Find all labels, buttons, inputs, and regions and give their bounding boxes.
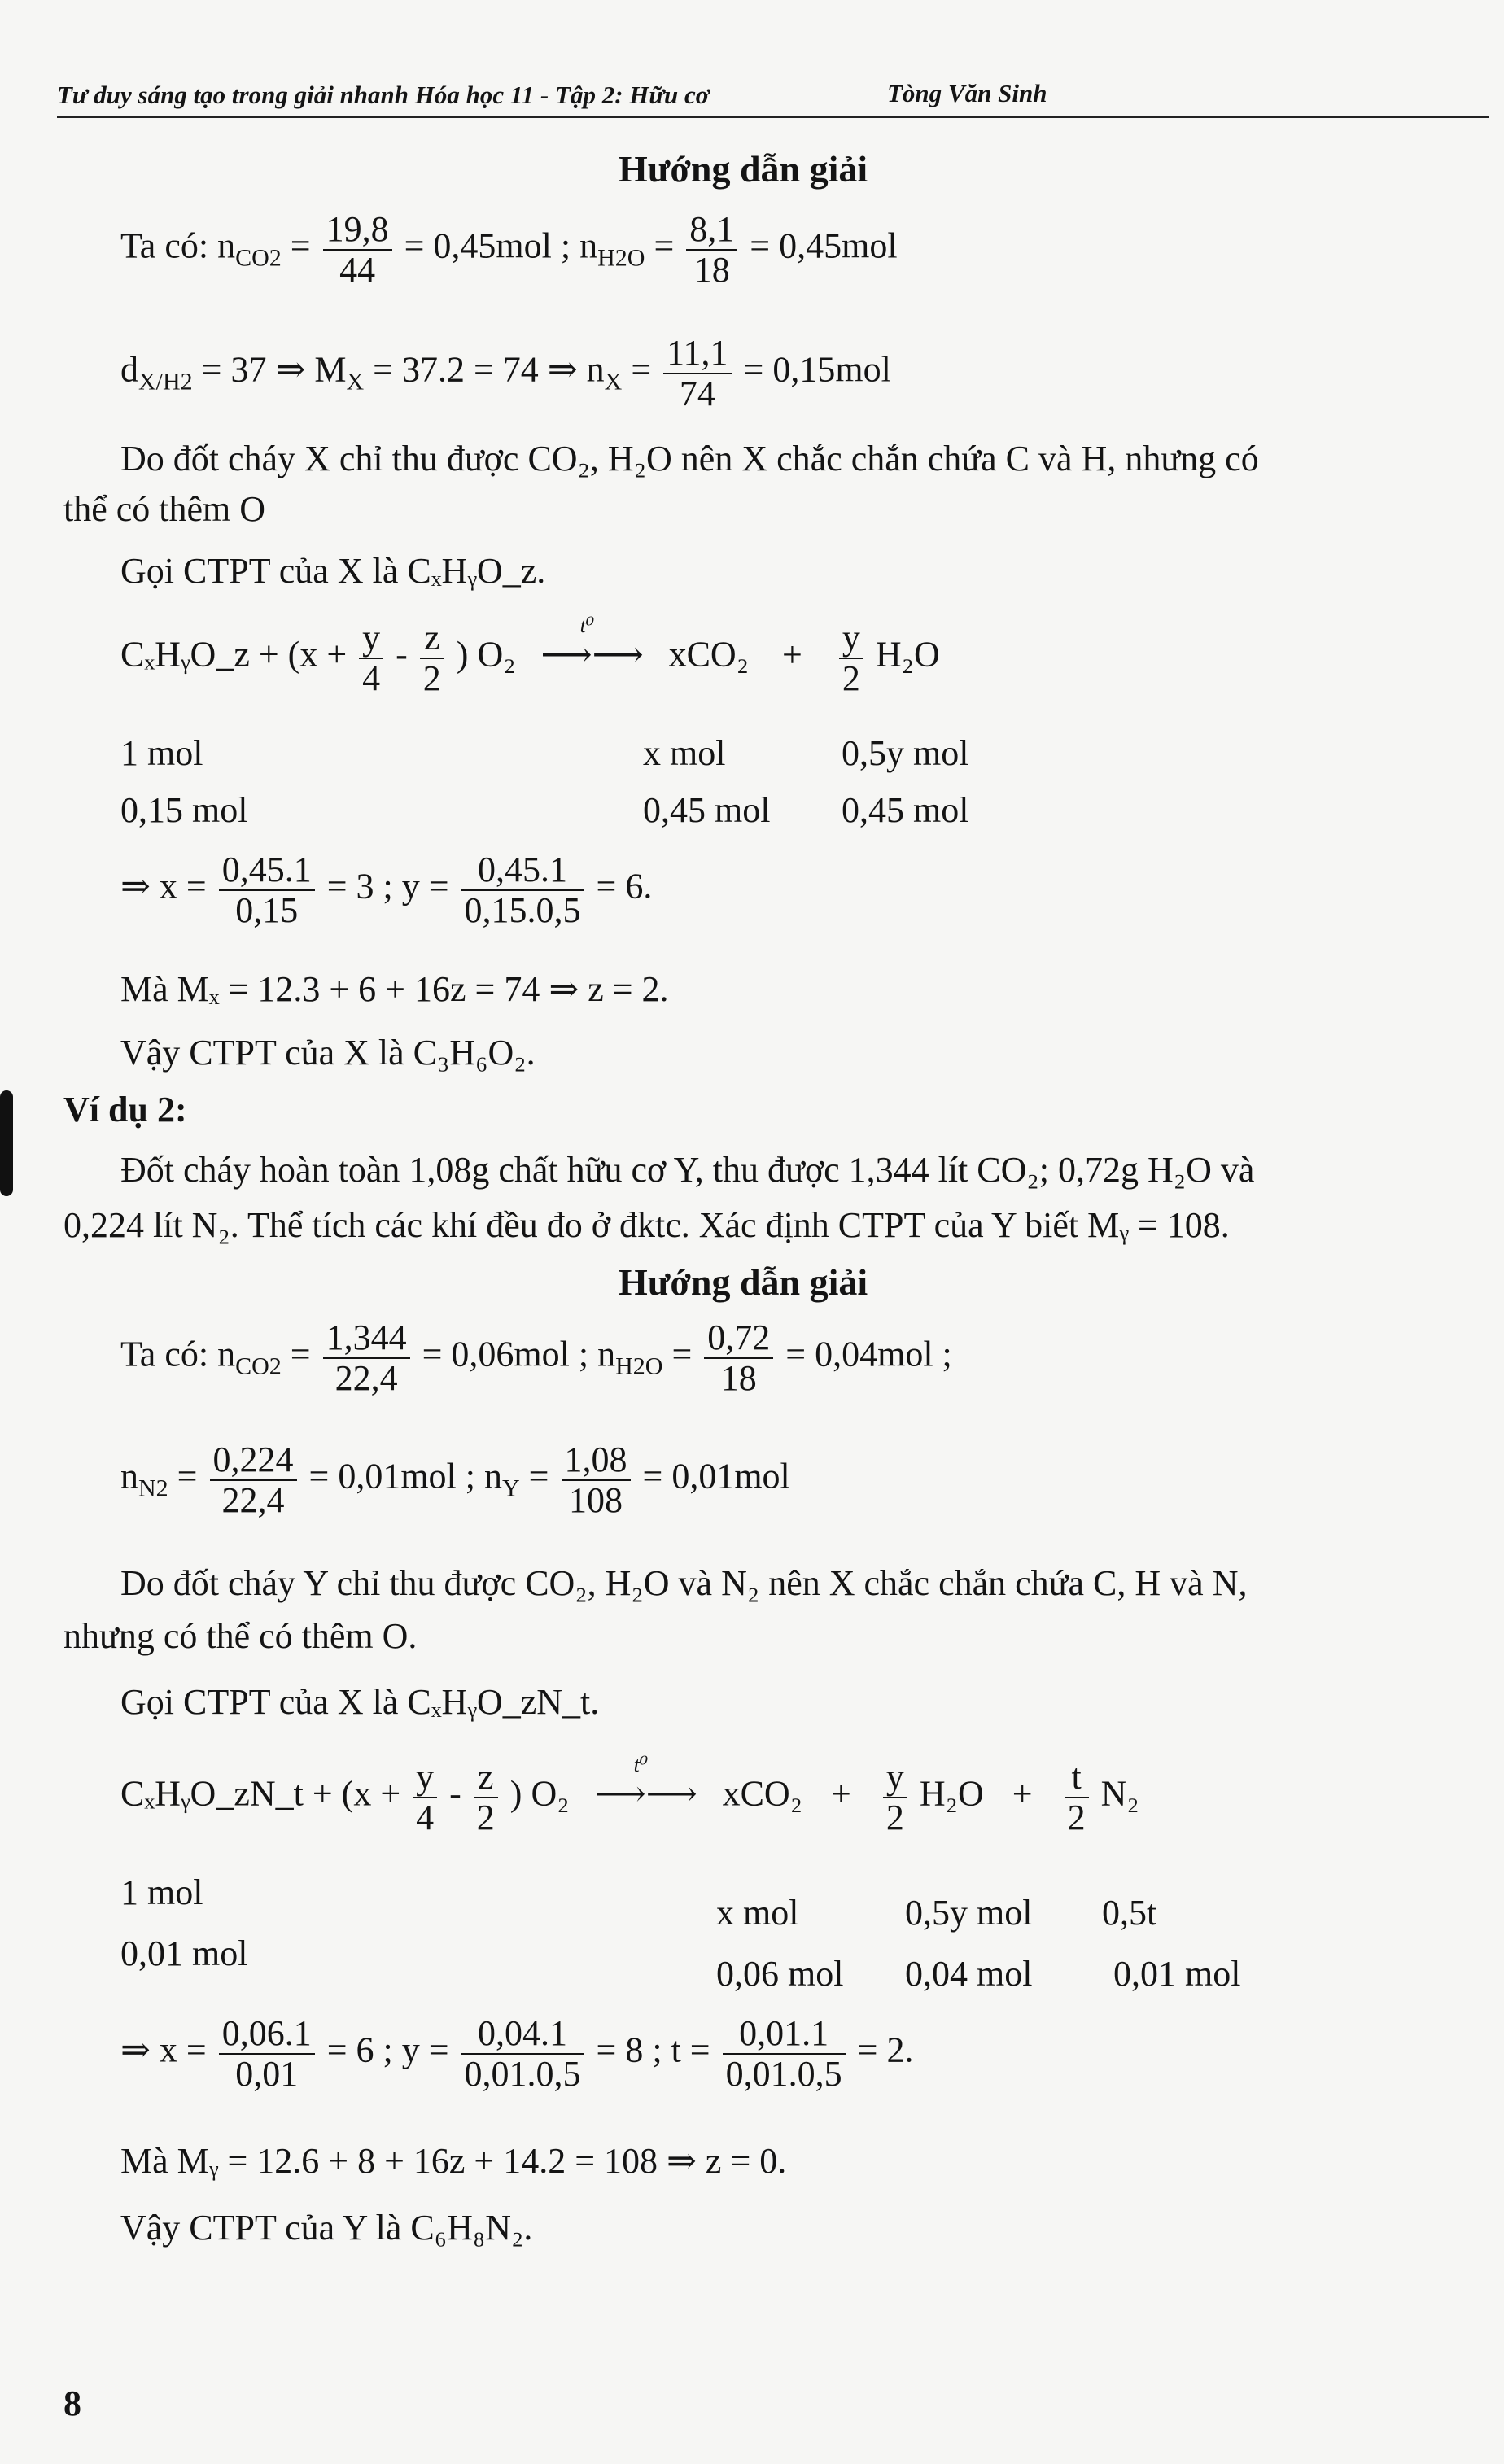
result: = 6. <box>596 866 653 907</box>
fraction <box>323 210 392 289</box>
numerator: 0,45.1 <box>219 850 315 891</box>
fraction <box>219 2014 315 2093</box>
temperature-label: t⁰ <box>579 613 595 637</box>
implies-x: ⇒ x = <box>120 866 207 907</box>
fraction <box>704 1318 773 1397</box>
numerator: y <box>413 1758 437 1798</box>
stoich-cell: 0,06 mol <box>716 1954 844 1994</box>
subscript: CO2 <box>235 244 282 272</box>
denominator: 0,01.0,5 <box>725 2053 842 2094</box>
moles-line <box>120 1318 952 1397</box>
denominator: 18 <box>720 1357 757 1398</box>
fraction <box>474 1758 498 1837</box>
molar-mass-equation: Mà Mᵧ = 12.6 + 8 + 16z + 14.2 = 108 ⇒ z = 0. <box>120 2141 787 2181</box>
numerator: 0,04.1 <box>461 2014 584 2055</box>
combustion-equation <box>120 613 940 698</box>
fraction <box>723 2014 846 2093</box>
denominator: 108 <box>569 1479 623 1520</box>
stoich-cell: 1 mol <box>120 733 203 773</box>
denominator: 4 <box>416 1797 435 1837</box>
header-rule <box>57 116 1489 118</box>
fraction <box>686 210 737 289</box>
fraction <box>839 618 863 697</box>
relation: = 6 ; y = <box>326 2029 449 2070</box>
stoich-cell: x mol <box>716 1893 799 1933</box>
denominator: 74 <box>679 373 715 413</box>
denominator: 2 <box>885 1797 904 1837</box>
n-symbol: n <box>579 225 598 266</box>
formula-statement: Gọi CTPT của X là CₓHᵧO_z. <box>120 551 546 591</box>
equals: = <box>528 1456 549 1496</box>
page-edge-mark <box>0 1090 13 1196</box>
minus: - <box>449 1773 461 1814</box>
example-label: Ví dụ 2: <box>63 1090 187 1129</box>
equals: = <box>671 1334 693 1374</box>
relation: = 8 ; t = <box>596 2029 710 2070</box>
moles-line <box>120 1440 790 1519</box>
n-symbol: n <box>217 225 236 266</box>
relation: = 37.2 = 74 ⇒ n <box>373 349 605 390</box>
fraction <box>663 334 731 413</box>
running-header-title: Tư duy sáng tạo trong giải nhanh Hóa học 11 - Tập 2: Hữu cơ <box>57 81 710 109</box>
subscript: Y <box>502 1474 520 1502</box>
result: = 0,01mol ; n <box>308 1456 502 1496</box>
oxygen: ) O₂ <box>456 634 516 675</box>
numerator: 0,224 <box>210 1440 297 1481</box>
denominator: 44 <box>339 249 376 290</box>
denominator: 18 <box>693 249 730 290</box>
numerator: 0,06.1 <box>219 2014 315 2055</box>
ta-co-label: Ta có: <box>120 1334 209 1374</box>
equals: = <box>290 1334 311 1374</box>
result: = 0,15mol <box>743 349 891 390</box>
product: H₂O <box>875 634 940 675</box>
stoich-cell: 0,01 mol <box>1113 1954 1241 1994</box>
numerator: z <box>474 1758 498 1798</box>
combustion-equation <box>120 1752 1139 1837</box>
denominator: 0,01.0,5 <box>464 2053 581 2094</box>
numerator: z <box>420 618 444 659</box>
formula-statement: Gọi CTPT của X là CₓHᵧO_zN_t. <box>120 1682 600 1722</box>
equals: = <box>654 225 675 266</box>
numerator: t <box>1065 1758 1089 1798</box>
oxygen: ) O₂ <box>509 1773 570 1814</box>
relation: = 3 ; y = <box>326 866 449 907</box>
subscript: N2 <box>138 1474 168 1502</box>
running-header-author: Tòng Văn Sinh <box>887 79 1047 107</box>
fraction <box>420 618 444 697</box>
xy-calculation <box>120 850 652 929</box>
reaction-arrow-icon: ⟶⟶ t⁰ <box>540 613 644 675</box>
fraction <box>461 850 584 929</box>
d-symbol: d <box>120 349 138 390</box>
product: N₂ <box>1100 1773 1139 1814</box>
paragraph-line: Do đốt cháy X chỉ thu được CO₂, H₂O nên X chắc chắn chứa C và H, nhưng có <box>120 439 1259 478</box>
fraction <box>210 1440 297 1519</box>
paragraph-line: thể có thêm O <box>63 489 266 529</box>
result: = 0,01mol <box>642 1456 790 1496</box>
product: H₂O <box>919 1773 984 1814</box>
fraction <box>883 1758 907 1837</box>
n-symbol: n <box>120 1456 138 1496</box>
conclusion: Vậy CTPT của X là C₃H₆O₂. <box>120 1033 536 1073</box>
denominator: 4 <box>362 658 381 698</box>
reaction-arrow-icon: ⟶⟶ t⁰ <box>594 1752 697 1814</box>
conclusion: Vậy CTPT của Y là C₆H₈N₂. <box>120 2208 533 2248</box>
reactant: CₓHᵧO_z + (x + <box>120 634 348 675</box>
relation: = 37 ⇒ M <box>201 349 347 390</box>
stoich-cell: 0,5t <box>1102 1893 1157 1933</box>
stoich-cell: 0,04 mol <box>905 1954 1033 1994</box>
denominator: 2 <box>476 1797 495 1837</box>
numerator: y <box>359 618 383 659</box>
denominator: 0,01 <box>235 2053 299 2094</box>
denominator: 2 <box>422 658 441 698</box>
product: xCO₂ <box>722 1773 803 1814</box>
stoich-cell: 0,5y mol <box>842 733 969 773</box>
denominator: 2 <box>842 658 860 698</box>
denominator: 2 <box>1067 1797 1086 1837</box>
numerator: 1,344 <box>323 1318 410 1359</box>
fraction <box>1065 1758 1089 1837</box>
ta-co-label: Ta có: <box>120 225 209 266</box>
denominator: 22,4 <box>221 1479 285 1520</box>
problem-line: 0,224 lít N₂. Thể tích các khí đều đo ở đktc. Xác định CTPT của Y biết Mᵧ = 108. <box>63 1205 1230 1245</box>
n-symbol: n <box>597 1334 616 1374</box>
minus: - <box>396 634 408 675</box>
implies-x: ⇒ x = <box>120 2029 207 2070</box>
numerator: 11,1 <box>663 334 731 374</box>
result: = 0,45mol <box>750 225 898 266</box>
subscript: X <box>346 368 365 395</box>
stoich-cell: 0,45 mol <box>842 790 969 830</box>
result: = 0,45mol ; <box>404 225 571 266</box>
molar-mass-line <box>120 334 891 413</box>
stoich-cell: 0,15 mol <box>120 790 248 830</box>
denominator: 0,15 <box>235 889 299 930</box>
equals: = <box>177 1456 198 1496</box>
stoich-cell: x mol <box>643 733 726 773</box>
plus: + <box>782 634 802 675</box>
moles-line <box>120 210 898 289</box>
stoich-cell: 1 mol <box>120 1872 203 1912</box>
result: = 2. <box>857 2029 914 2070</box>
fraction <box>461 2014 584 2093</box>
result: = 0,04mol ; <box>785 1334 952 1374</box>
stoich-cell: 0,01 mol <box>120 1933 248 1973</box>
n-symbol: n <box>217 1334 236 1374</box>
stoich-cell: 0,5y mol <box>905 1893 1033 1933</box>
equals: = <box>631 349 652 390</box>
fraction <box>359 618 383 697</box>
solution-heading: Hướng dẫn giải <box>619 148 868 190</box>
numerator: 19,8 <box>323 210 392 251</box>
fraction <box>413 1758 437 1837</box>
numerator: y <box>883 1758 907 1798</box>
equals: = <box>290 225 311 266</box>
denominator: 22,4 <box>334 1357 398 1398</box>
subscript: X <box>604 368 623 395</box>
reactant: CₓHᵧO_zN_t + (x + <box>120 1773 401 1814</box>
numerator: 0,72 <box>704 1318 773 1359</box>
product: xCO₂ <box>668 634 750 675</box>
subscript: CO2 <box>235 1352 282 1380</box>
numerator: y <box>839 618 863 659</box>
fraction <box>219 850 315 929</box>
xyt-calculation <box>120 2014 913 2093</box>
stoich-cell: 0,45 mol <box>643 790 771 830</box>
result: = 0,06mol ; <box>422 1334 589 1374</box>
numerator: 1,08 <box>562 1440 631 1481</box>
subscript: H2O <box>597 244 645 272</box>
page-number: 8 <box>63 2383 81 2423</box>
denominator: 0,15.0,5 <box>464 889 581 930</box>
molar-mass-equation: Mà Mₓ = 12.3 + 6 + 16z = 74 ⇒ z = 2. <box>120 969 669 1009</box>
paragraph-line: Do đốt cháy Y chỉ thu được CO₂, H₂O và N₂ nên X chắc chắn chứa C, H và N, <box>120 1563 1248 1603</box>
solution-heading: Hướng dẫn giải <box>619 1261 868 1303</box>
plus: + <box>1012 1773 1033 1814</box>
problem-line: Đốt cháy hoàn toàn 1,08g chất hữu cơ Y, thu được 1,344 lít CO₂; 0,72g H₂O và <box>120 1150 1255 1190</box>
plus: + <box>831 1773 851 1814</box>
subscript: H2O <box>615 1352 663 1380</box>
numerator: 8,1 <box>686 210 737 251</box>
fraction <box>323 1318 410 1397</box>
numerator: 0,45.1 <box>461 850 584 891</box>
temperature-label: t⁰ <box>633 1752 649 1776</box>
paragraph-line: nhưng có thể có thêm O. <box>63 1616 418 1656</box>
numerator: 0,01.1 <box>723 2014 846 2055</box>
fraction <box>562 1440 631 1519</box>
subscript: X/H2 <box>138 368 193 395</box>
